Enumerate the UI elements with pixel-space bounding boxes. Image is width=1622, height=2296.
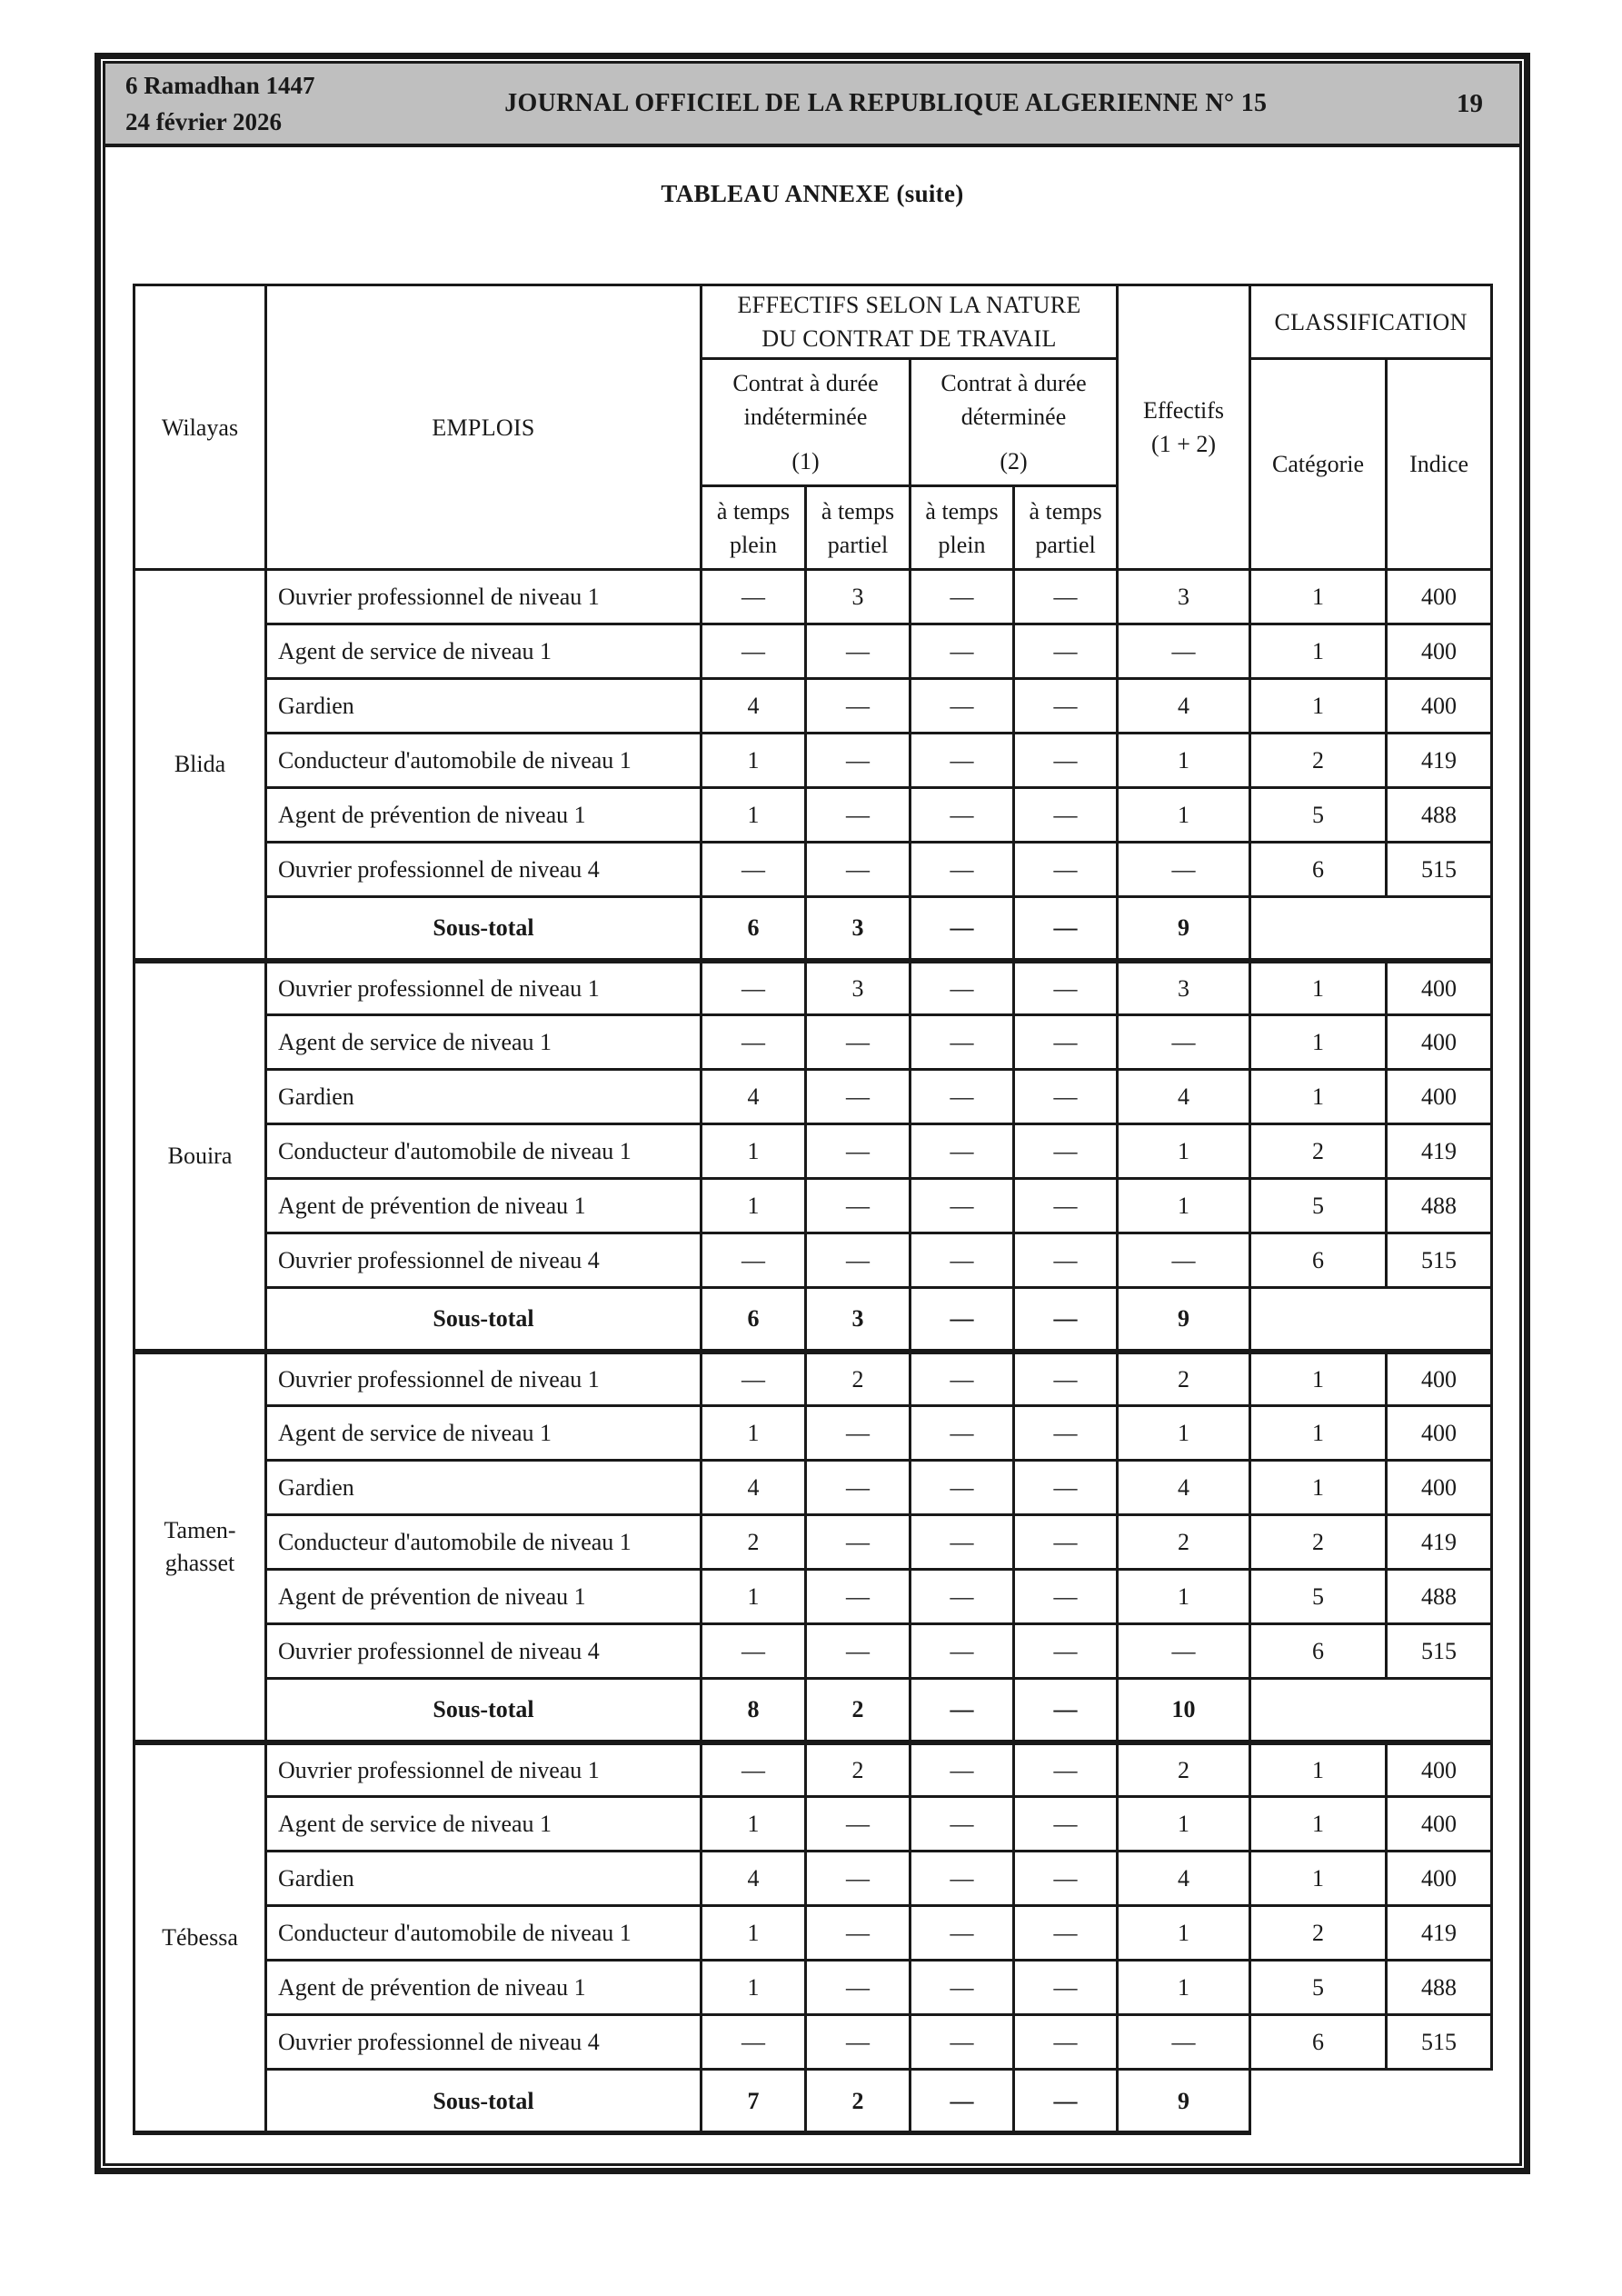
emploi-cell: Conducteur d'automobile de niveau 1 bbox=[266, 1515, 702, 1570]
table-row bbox=[134, 1070, 1492, 1124]
col-header-effectifs-nature bbox=[702, 285, 1118, 359]
value-cell: — bbox=[702, 1742, 806, 1797]
value-cell: 1 bbox=[1250, 1406, 1387, 1461]
value-cell: — bbox=[806, 679, 911, 734]
value-cell: 400 bbox=[1387, 624, 1492, 679]
value-cell: 515 bbox=[1387, 2015, 1492, 2070]
col-header-emplois: EMPLOIS bbox=[266, 285, 702, 570]
emploi-cell: Ouvrier professionnel de niveau 1 bbox=[266, 1352, 702, 1406]
blank-classification-cell bbox=[1250, 1288, 1492, 1352]
value-cell: — bbox=[1014, 1124, 1118, 1179]
value-cell: 3 bbox=[806, 570, 911, 624]
table-row bbox=[134, 679, 1492, 734]
value-cell: 1 bbox=[1250, 1015, 1387, 1070]
effectifs-total-line1: Effectifs bbox=[1143, 397, 1225, 424]
value-cell: 400 bbox=[1387, 570, 1492, 624]
table-body bbox=[134, 570, 1492, 2133]
subtotal-value-cell: 2 bbox=[806, 1679, 911, 1742]
page-number: 19 bbox=[1457, 88, 1483, 118]
emploi-cell: Gardien bbox=[266, 1461, 702, 1515]
annex-table bbox=[133, 284, 1493, 2135]
subtotal-value-cell: — bbox=[911, 1288, 1014, 1352]
value-cell: — bbox=[806, 1852, 911, 1906]
tp1-line1: à temps bbox=[716, 497, 791, 524]
subtotal-row bbox=[134, 1288, 1492, 1352]
value-cell: 488 bbox=[1387, 1961, 1492, 2015]
value-cell: 5 bbox=[1250, 788, 1387, 843]
value-cell: 1 bbox=[1250, 1461, 1387, 1515]
value-cell: — bbox=[911, 1906, 1014, 1961]
value-cell: — bbox=[911, 1352, 1014, 1406]
value-cell: — bbox=[1118, 1233, 1250, 1288]
value-cell: — bbox=[911, 1624, 1014, 1679]
value-cell: 3 bbox=[1118, 570, 1250, 624]
value-cell: — bbox=[1014, 788, 1118, 843]
tp1-line2: plein bbox=[730, 531, 777, 558]
value-cell: — bbox=[911, 1570, 1014, 1624]
table-row bbox=[134, 961, 1492, 1015]
value-cell: 4 bbox=[1118, 1461, 1250, 1515]
subtotal-value-cell: 6 bbox=[702, 1288, 806, 1352]
emploi-cell: Ouvrier professionnel de niveau 4 bbox=[266, 1624, 702, 1679]
emploi-cell: Ouvrier professionnel de niveau 1 bbox=[266, 961, 702, 1015]
emploi-cell: Ouvrier professionnel de niveau 4 bbox=[266, 843, 702, 897]
value-cell: 1 bbox=[1250, 1070, 1387, 1124]
value-cell: — bbox=[702, 570, 806, 624]
tp2-line1: à temps bbox=[925, 497, 999, 524]
table-row bbox=[134, 624, 1492, 679]
value-cell: 2 bbox=[1118, 1742, 1250, 1797]
value-cell: 400 bbox=[1387, 1406, 1492, 1461]
value-cell: 2 bbox=[1250, 1515, 1387, 1570]
value-cell: 1 bbox=[702, 1406, 806, 1461]
table-row bbox=[134, 1961, 1492, 2015]
emploi-cell: Agent de prévention de niveau 1 bbox=[266, 788, 702, 843]
value-cell: 1 bbox=[702, 1797, 806, 1852]
col-header-effectifs-total bbox=[1118, 285, 1250, 570]
value-cell: — bbox=[702, 2015, 806, 2070]
value-cell: — bbox=[911, 788, 1014, 843]
value-cell: — bbox=[1014, 1515, 1118, 1570]
value-cell: — bbox=[806, 1406, 911, 1461]
value-cell: — bbox=[911, 1124, 1014, 1179]
value-cell: — bbox=[1014, 624, 1118, 679]
value-cell: — bbox=[702, 1233, 806, 1288]
cdi-line2: indéterminée bbox=[743, 404, 868, 430]
wilaya-cell: Bouira bbox=[134, 961, 266, 1352]
table-row bbox=[134, 788, 1492, 843]
tpp2-line1: à temps bbox=[1029, 497, 1102, 524]
value-cell: — bbox=[1014, 1015, 1118, 1070]
table-row bbox=[134, 1515, 1492, 1570]
value-cell: — bbox=[1014, 1352, 1118, 1406]
subtotal-value-cell: — bbox=[1014, 1288, 1118, 1352]
value-cell: — bbox=[911, 624, 1014, 679]
emploi-cell: Agent de prévention de niveau 1 bbox=[266, 1961, 702, 2015]
value-cell: — bbox=[1014, 1797, 1118, 1852]
emploi-cell: Conducteur d'automobile de niveau 1 bbox=[266, 734, 702, 788]
table-row bbox=[134, 843, 1492, 897]
value-cell: 2 bbox=[806, 1742, 911, 1797]
open-classification-cell bbox=[1250, 2070, 1492, 2133]
col-header-cdd-temps-plein bbox=[911, 486, 1014, 570]
value-cell: 488 bbox=[1387, 1179, 1492, 1233]
table-row bbox=[134, 734, 1492, 788]
subtotal-value-cell: 10 bbox=[1118, 1679, 1250, 1742]
value-cell: 1 bbox=[1118, 734, 1250, 788]
value-cell: — bbox=[1118, 1624, 1250, 1679]
subtotal-value-cell: 8 bbox=[702, 1679, 806, 1742]
value-cell: — bbox=[1014, 1461, 1118, 1515]
subtotal-label: Sous-total bbox=[266, 897, 702, 961]
value-cell: — bbox=[911, 1852, 1014, 1906]
wilaya-cell: Blida bbox=[134, 570, 266, 961]
value-cell: — bbox=[1014, 2015, 1118, 2070]
value-cell: 400 bbox=[1387, 961, 1492, 1015]
effectifs-total-line2: (1 + 2) bbox=[1151, 431, 1217, 457]
blank-classification-cell bbox=[1250, 1679, 1492, 1742]
table-row bbox=[134, 1852, 1492, 1906]
col-header-wilayas: Wilayas bbox=[134, 285, 266, 570]
value-cell: 419 bbox=[1387, 734, 1492, 788]
value-cell: 1 bbox=[1118, 1179, 1250, 1233]
table-row bbox=[134, 1742, 1492, 1797]
subtotal-label: Sous-total bbox=[266, 2070, 702, 2133]
value-cell: — bbox=[702, 1352, 806, 1406]
value-cell: — bbox=[1118, 2015, 1250, 2070]
subtotal-row bbox=[134, 897, 1492, 961]
value-cell: 4 bbox=[702, 1852, 806, 1906]
subtotal-value-cell: 6 bbox=[702, 897, 806, 961]
value-cell: — bbox=[806, 734, 911, 788]
subtotal-value-cell: — bbox=[1014, 897, 1118, 961]
cdd-line1: Contrat à durée bbox=[940, 370, 1087, 396]
value-cell: — bbox=[911, 570, 1014, 624]
value-cell: 4 bbox=[702, 1070, 806, 1124]
value-cell: — bbox=[1014, 1906, 1118, 1961]
table-row bbox=[134, 1461, 1492, 1515]
subtotal-row bbox=[134, 2070, 1492, 2133]
subtotal-value-cell: 3 bbox=[806, 1288, 911, 1352]
value-cell: 400 bbox=[1387, 1742, 1492, 1797]
value-cell: — bbox=[702, 961, 806, 1015]
value-cell: 400 bbox=[1387, 1070, 1492, 1124]
value-cell: — bbox=[806, 1624, 911, 1679]
value-cell: — bbox=[1014, 734, 1118, 788]
value-cell: — bbox=[1014, 1852, 1118, 1906]
col-header-cdi-temps-plein bbox=[702, 486, 806, 570]
value-cell: 1 bbox=[1250, 1852, 1387, 1906]
value-cell: 1 bbox=[1250, 570, 1387, 624]
value-cell: 1 bbox=[702, 788, 806, 843]
value-cell: 1 bbox=[1118, 1797, 1250, 1852]
value-cell: — bbox=[702, 843, 806, 897]
tpp1-line2: partiel bbox=[827, 531, 889, 558]
subtotal-value-cell: — bbox=[911, 2070, 1014, 2133]
emploi-cell: Gardien bbox=[266, 1852, 702, 1906]
value-cell: 1 bbox=[1118, 1570, 1250, 1624]
subtotal-value-cell: 7 bbox=[702, 2070, 806, 2133]
emploi-cell: Ouvrier professionnel de niveau 4 bbox=[266, 1233, 702, 1288]
col-header-cdi bbox=[702, 359, 911, 486]
hijri-date: 6 Ramadhan 1447 bbox=[125, 72, 315, 99]
blank-classification-cell bbox=[1250, 897, 1492, 961]
value-cell: 5 bbox=[1250, 1179, 1387, 1233]
masthead-bar bbox=[105, 64, 1519, 147]
subtotal-value-cell: 3 bbox=[806, 897, 911, 961]
value-cell: 400 bbox=[1387, 1461, 1492, 1515]
table-row bbox=[134, 1624, 1492, 1679]
table-row bbox=[134, 570, 1492, 624]
value-cell: 1 bbox=[1250, 1352, 1387, 1406]
value-cell: 5 bbox=[1250, 1570, 1387, 1624]
subtotal-value-cell: 9 bbox=[1118, 897, 1250, 961]
value-cell: — bbox=[911, 1742, 1014, 1797]
value-cell: — bbox=[806, 1124, 911, 1179]
value-cell: 515 bbox=[1387, 1624, 1492, 1679]
value-cell: 4 bbox=[1118, 679, 1250, 734]
effectifs-nature-line2: DU CONTRAT DE TRAVAIL bbox=[761, 325, 1057, 352]
value-cell: 419 bbox=[1387, 1124, 1492, 1179]
value-cell: — bbox=[806, 1461, 911, 1515]
value-cell: — bbox=[911, 1233, 1014, 1288]
value-cell: 6 bbox=[1250, 1624, 1387, 1679]
value-cell: 1 bbox=[702, 1179, 806, 1233]
value-cell: 2 bbox=[1250, 1906, 1387, 1961]
table-row bbox=[134, 1406, 1492, 1461]
value-cell: 4 bbox=[702, 1461, 806, 1515]
tp2-line2: plein bbox=[938, 531, 986, 558]
value-cell: 2 bbox=[1118, 1352, 1250, 1406]
value-cell: 1 bbox=[702, 1961, 806, 2015]
col-header-categorie: Catégorie bbox=[1250, 359, 1387, 570]
value-cell: — bbox=[806, 2015, 911, 2070]
value-cell: — bbox=[806, 1233, 911, 1288]
masthead-dates bbox=[105, 67, 315, 140]
table-row bbox=[134, 1570, 1492, 1624]
value-cell: — bbox=[1014, 1406, 1118, 1461]
table-row bbox=[134, 1233, 1492, 1288]
value-cell: 4 bbox=[702, 679, 806, 734]
value-cell: — bbox=[1014, 1742, 1118, 1797]
value-cell: 515 bbox=[1387, 1233, 1492, 1288]
value-cell: — bbox=[911, 1015, 1014, 1070]
value-cell: 400 bbox=[1387, 1852, 1492, 1906]
value-cell: — bbox=[1014, 1070, 1118, 1124]
value-cell: — bbox=[1014, 1233, 1118, 1288]
emploi-cell: Ouvrier professionnel de niveau 4 bbox=[266, 2015, 702, 2070]
value-cell: — bbox=[911, 1461, 1014, 1515]
value-cell: 1 bbox=[702, 1124, 806, 1179]
value-cell: 1 bbox=[1250, 1797, 1387, 1852]
emploi-cell: Agent de prévention de niveau 1 bbox=[266, 1570, 702, 1624]
emploi-cell: Agent de service de niveau 1 bbox=[266, 1015, 702, 1070]
table-header bbox=[134, 285, 1492, 570]
value-cell: 3 bbox=[806, 961, 911, 1015]
value-cell: — bbox=[702, 1624, 806, 1679]
table-row bbox=[134, 1179, 1492, 1233]
value-cell: — bbox=[1118, 843, 1250, 897]
value-cell: 400 bbox=[1387, 1352, 1492, 1406]
value-cell: — bbox=[1118, 1015, 1250, 1070]
value-cell: 2 bbox=[1118, 1515, 1250, 1570]
effectifs-nature-line1: EFFECTIFS SELON LA NATURE bbox=[737, 292, 1081, 318]
subtotal-value-cell: 9 bbox=[1118, 2070, 1250, 2133]
value-cell: — bbox=[806, 1015, 911, 1070]
tpp1-line1: à temps bbox=[821, 497, 895, 524]
value-cell: 1 bbox=[702, 1906, 806, 1961]
header-row-1 bbox=[134, 285, 1492, 359]
value-cell: — bbox=[702, 1015, 806, 1070]
value-cell: 1 bbox=[1250, 1742, 1387, 1797]
value-cell: — bbox=[911, 734, 1014, 788]
value-cell: 1 bbox=[1118, 1406, 1250, 1461]
value-cell: 400 bbox=[1387, 1015, 1492, 1070]
emploi-cell: Conducteur d'automobile de niveau 1 bbox=[266, 1906, 702, 1961]
value-cell: 2 bbox=[806, 1352, 911, 1406]
value-cell: — bbox=[911, 1070, 1014, 1124]
value-cell: 488 bbox=[1387, 1570, 1492, 1624]
value-cell: — bbox=[806, 1797, 911, 1852]
value-cell: — bbox=[806, 1515, 911, 1570]
value-cell: 1 bbox=[1250, 679, 1387, 734]
value-cell: 4 bbox=[1118, 1852, 1250, 1906]
subtotal-value-cell: 9 bbox=[1118, 1288, 1250, 1352]
value-cell: — bbox=[911, 1515, 1014, 1570]
value-cell: — bbox=[806, 1070, 911, 1124]
emploi-cell: Agent de prévention de niveau 1 bbox=[266, 1179, 702, 1233]
emploi-cell: Ouvrier professionnel de niveau 1 bbox=[266, 570, 702, 624]
table-title: TABLEAU ANNEXE (suite) bbox=[661, 180, 964, 207]
col-header-cdd bbox=[911, 359, 1118, 486]
journal-title: JOURNAL OFFICIEL DE LA REPUBLIQUE ALGERIENNE N° 15 bbox=[504, 89, 1268, 117]
wilaya-cell: Tébessa bbox=[134, 1742, 266, 2133]
emploi-cell: Gardien bbox=[266, 1070, 702, 1124]
value-cell: — bbox=[911, 2015, 1014, 2070]
value-cell: 1 bbox=[702, 1570, 806, 1624]
value-cell: 6 bbox=[1250, 1233, 1387, 1288]
col-header-indice: Indice bbox=[1387, 359, 1492, 570]
value-cell: 1 bbox=[702, 734, 806, 788]
subtotal-value-cell: — bbox=[1014, 2070, 1118, 2133]
cdi-line1: Contrat à durée bbox=[732, 370, 879, 396]
value-cell: — bbox=[806, 1961, 911, 2015]
value-cell: — bbox=[806, 843, 911, 897]
value-cell: — bbox=[911, 961, 1014, 1015]
value-cell: 6 bbox=[1250, 843, 1387, 897]
value-cell: 2 bbox=[702, 1515, 806, 1570]
cdd-line2: déterminée bbox=[960, 404, 1067, 430]
value-cell: 1 bbox=[1118, 1906, 1250, 1961]
value-cell: 1 bbox=[1250, 624, 1387, 679]
table-row bbox=[134, 1797, 1492, 1852]
emploi-cell: Conducteur d'automobile de niveau 1 bbox=[266, 1124, 702, 1179]
value-cell: — bbox=[1014, 1570, 1118, 1624]
gregorian-date: 24 février 2026 bbox=[125, 108, 282, 135]
value-cell: — bbox=[911, 1797, 1014, 1852]
table-row bbox=[134, 1352, 1492, 1406]
value-cell: 400 bbox=[1387, 1797, 1492, 1852]
value-cell: 1 bbox=[1118, 1961, 1250, 2015]
subtotal-row bbox=[134, 1679, 1492, 1742]
value-cell: 1 bbox=[1118, 788, 1250, 843]
value-cell: — bbox=[1014, 843, 1118, 897]
value-cell: — bbox=[1014, 679, 1118, 734]
value-cell: — bbox=[806, 1179, 911, 1233]
value-cell: — bbox=[1014, 1624, 1118, 1679]
col-header-cdd-temps-partiel bbox=[1014, 486, 1118, 570]
table-row bbox=[134, 1015, 1492, 1070]
value-cell: — bbox=[1014, 1179, 1118, 1233]
value-cell: — bbox=[806, 1570, 911, 1624]
value-cell: 4 bbox=[1118, 1070, 1250, 1124]
value-cell: 1 bbox=[1250, 961, 1387, 1015]
value-cell: 3 bbox=[1118, 961, 1250, 1015]
col-header-cdi-temps-partiel bbox=[806, 486, 911, 570]
value-cell: — bbox=[1118, 624, 1250, 679]
value-cell: — bbox=[806, 1906, 911, 1961]
value-cell: 5 bbox=[1250, 1961, 1387, 2015]
wilaya-cell: Tamen-ghasset bbox=[134, 1352, 266, 1742]
value-cell: — bbox=[806, 624, 911, 679]
value-cell: — bbox=[911, 679, 1014, 734]
value-cell: — bbox=[911, 843, 1014, 897]
subtotal-label: Sous-total bbox=[266, 1288, 702, 1352]
value-cell: — bbox=[702, 624, 806, 679]
value-cell: — bbox=[1014, 961, 1118, 1015]
value-cell: 400 bbox=[1387, 679, 1492, 734]
value-cell: 6 bbox=[1250, 2015, 1387, 2070]
emploi-cell: Agent de service de niveau 1 bbox=[266, 1797, 702, 1852]
value-cell: — bbox=[911, 1406, 1014, 1461]
value-cell: — bbox=[911, 1961, 1014, 2015]
value-cell: — bbox=[911, 1179, 1014, 1233]
value-cell: — bbox=[806, 788, 911, 843]
emploi-cell: Agent de service de niveau 1 bbox=[266, 1406, 702, 1461]
emploi-cell: Agent de service de niveau 1 bbox=[266, 624, 702, 679]
cdd-line3: (2) bbox=[1000, 448, 1028, 474]
value-cell: 488 bbox=[1387, 788, 1492, 843]
table-row bbox=[134, 2015, 1492, 2070]
tpp2-line2: partiel bbox=[1035, 531, 1096, 558]
value-cell: 1 bbox=[1118, 1124, 1250, 1179]
subtotal-label: Sous-total bbox=[266, 1679, 702, 1742]
value-cell: 515 bbox=[1387, 843, 1492, 897]
table-row bbox=[134, 1906, 1492, 1961]
value-cell: — bbox=[1014, 1961, 1118, 2015]
value-cell: 419 bbox=[1387, 1906, 1492, 1961]
subtotal-value-cell: — bbox=[911, 1679, 1014, 1742]
cdi-line3: (1) bbox=[791, 448, 820, 474]
value-cell: 2 bbox=[1250, 1124, 1387, 1179]
table-row bbox=[134, 1124, 1492, 1179]
emploi-cell: Ouvrier professionnel de niveau 1 bbox=[266, 1742, 702, 1797]
value-cell: 2 bbox=[1250, 734, 1387, 788]
col-header-classification: CLASSIFICATION bbox=[1250, 285, 1492, 359]
subtotal-value-cell: — bbox=[1014, 1679, 1118, 1742]
value-cell: 419 bbox=[1387, 1515, 1492, 1570]
subtotal-value-cell: 2 bbox=[806, 2070, 911, 2133]
emploi-cell: Gardien bbox=[266, 679, 702, 734]
value-cell: — bbox=[1014, 570, 1118, 624]
subtotal-value-cell: — bbox=[911, 897, 1014, 961]
